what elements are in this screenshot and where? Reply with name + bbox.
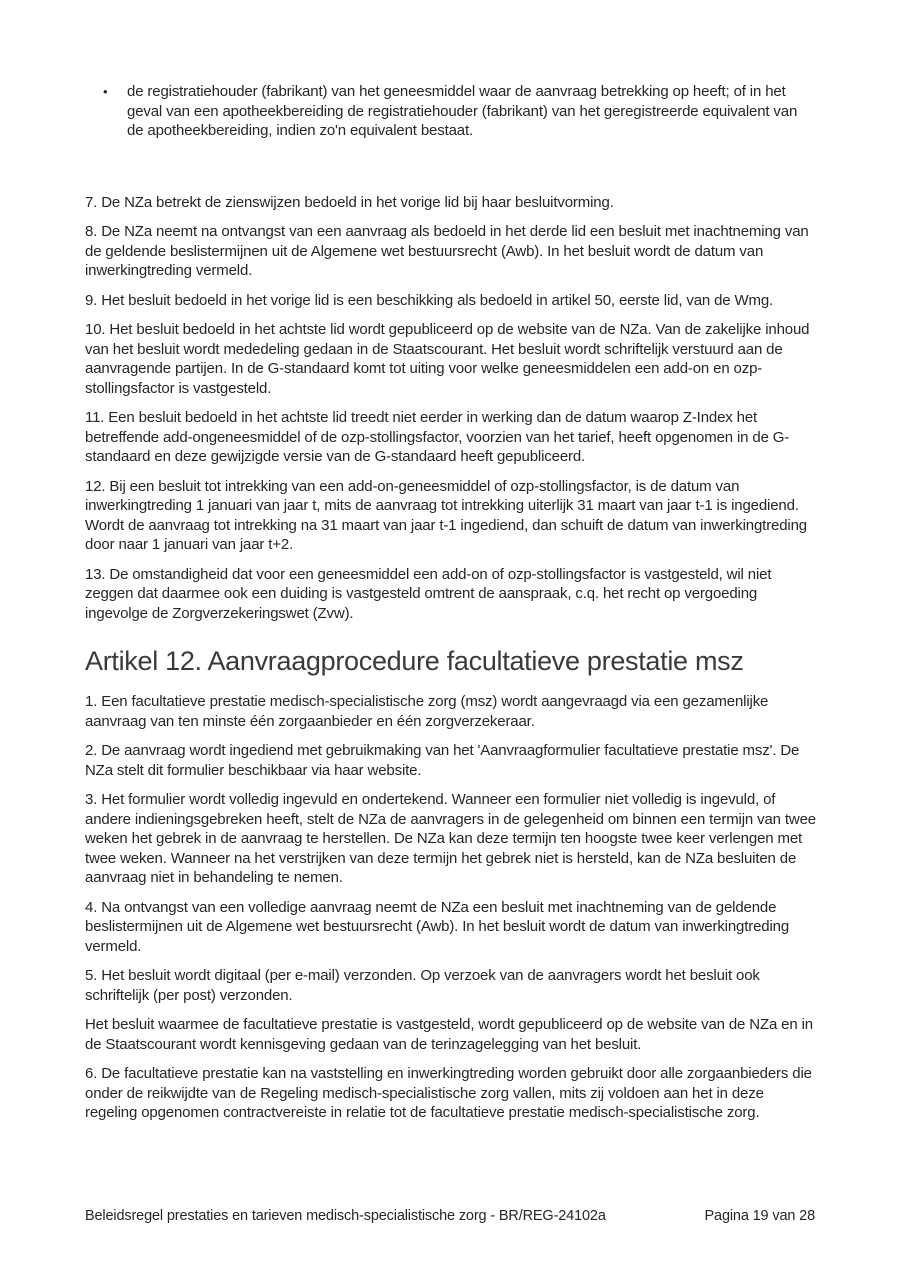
paragraph-clause-2: 2. De aanvraag wordt ingediend met gebruikmaking van het 'Aanvraagformulier facultatieve prestatie msz'. De NZa stelt dit formulier beschikbaar via haar website. (85, 742, 800, 779)
paragraph-clause-7: 7. De NZa betrekt de zienswijzen bedoeld in het vorige lid bij haar besluitvorming. (85, 193, 614, 211)
page-footer (85, 1208, 815, 1224)
document-content (85, 82, 817, 1133)
footer-document-title: Beleidsregel prestaties en tarieven medisch-specialistische zorg - BR/REG-24102a (85, 1208, 606, 1224)
paragraph-clause-11: 11. Een besluit bedoeld in het achtste lid treedt niet eerder in werking dan de datum waarop Z-Index het betreffende add-ongeneesmiddel of de ozp-stollingsfactor, voorzien van het tarief, heeft opgenomen in de G-standaard en deze gewijzigde versie van de G-standaard heeft gepubliceerd. (85, 409, 790, 465)
article-heading: Artikel 12. Aanvraagprocedure facultatieve prestatie msz (85, 646, 744, 676)
footer-page-number: Pagina 19 van 28 (704, 1208, 815, 1224)
bullet-item-text: de registratiehouder (fabrikant) van het geneesmiddel waar de aanvraag betrekking op heeft; of in het geval van een apotheekbereiding de registratiehouder (fabrikant) van het geregistreerde equivalent van de apotheekbereiding, indien zo'n equivalent bestaat. (127, 83, 798, 139)
list-item (85, 82, 817, 141)
paragraph-clause-13: 13. De omstandigheid dat voor een geneesmiddel een add-on of ozp-stollingsfactor is vastgesteld, wil niet zeggen dat daarmee ook een duiding is vastgesteld omtrent de aanspraak, c.q. het recht op vergoeding ingevolge de Zorgverzekeringswet (Zvw). (85, 565, 772, 622)
paragraph-clause-8: 8. De NZa neemt na ontvangst van een aanvraag als bedoeld in het derde lid een besluit met inachtneming van de geldende beslistermijnen uit de Algemene wet bestuursrecht (Awb). In het besluit wordt de datum van inwerkingtreding vermeld. (85, 223, 809, 279)
paragraph-clause-1: 1. Een facultatieve prestatie medisch-specialistische zorg (msz) wordt aangevraagd via een gezamenlijke aanvraag van ten minste één zorgaanbieder en één zorgverzekeraar. (85, 693, 769, 730)
paragraph-clause-12: 12. Bij een besluit tot intrekking van een add-on-geneesmiddel of ozp-stollingsfactor, is de datum van inwerkingtreding 1 januari van jaar t, mits de aanvraag tot intrekking uiterlijk 31 maart van jaar t-1 is ingediend. Wordt de aanvraag tot intrekking na 31 maart van jaar t-1 ingediend, dan schuift de datum van inwerkingtreding door naar 1 januari van jaar t+2. (85, 477, 807, 553)
paragraph-clause-3: 3. Het formulier wordt volledig ingevuld en ondertekend. Wanneer een formulier niet volledig is ingevuld, of andere indieningsgebreken heeft, stelt de NZa de aanvragers in de gelegenheid om binnen een termijn van twee weken het gebrek in de aanvraag te herstellen. De NZa kan deze termijn ten hoogste twee keer verlengen met twee weken. Wanneer na het verstrijken van deze termijn het gebrek niet is hersteld, kan de NZa besluiten de aanvraag niet in behandeling te nemen. (85, 791, 816, 886)
paragraph-clause-5: 5. Het besluit wordt digitaal (per e-mail) verzonden. Op verzoek van de aanvragers wordt het besluit ook schriftelijk (per post) verzonden. (85, 967, 760, 1004)
paragraph-clause-9: 9. Het besluit bedoeld in het vorige lid is een beschikking als bedoeld in artikel 50, eerste lid, van de Wmg. (85, 291, 774, 309)
bullet-icon: • (103, 84, 108, 99)
paragraph-clause-6: 6. De facultatieve prestatie kan na vaststelling en inwerkingtreding worden gebruikt door alle zorgaanbieders die onder de reikwijdte van de Regeling medisch-specialistische zorg vallen, mits zij voldoen aan het in deze regeling opgenomen contractvereiste in relatie tot de facultatieve prestatie medisch-specialistische zorg. (85, 1065, 812, 1121)
paragraph-clause-4: 4. Na ontvangst van een volledige aanvraag neemt de NZa een besluit met inachtneming van de geldende beslistermijnen uit de Algemene wet bestuursrecht (Awb). In het besluit wordt de datum van inwerkingtreding vermeld. (85, 898, 790, 955)
paragraph-clause-10: 10. Het besluit bedoeld in het achtste lid wordt gepubliceerd op de website van de NZa. Van de zakelijke inhoud van het besluit wordt mededeling gedaan in de Staatscourant. Het besluit wordt schriftelijk verstuurd aan de aanvragende partijen. In de G-standaard komt tot uiting voor welke geneesmiddelen een add-on en ozp-stollingsfactor is vastgesteld. (85, 321, 810, 397)
bullet-list (85, 82, 817, 141)
paragraph-unnumbered: Het besluit waarmee de facultatieve prestatie is vastgesteld, wordt gepubliceerd op de website van de NZa en in de Staatscourant wordt kennisgeving gedaan van de terinzagelegging van het besluit. (85, 1016, 813, 1053)
